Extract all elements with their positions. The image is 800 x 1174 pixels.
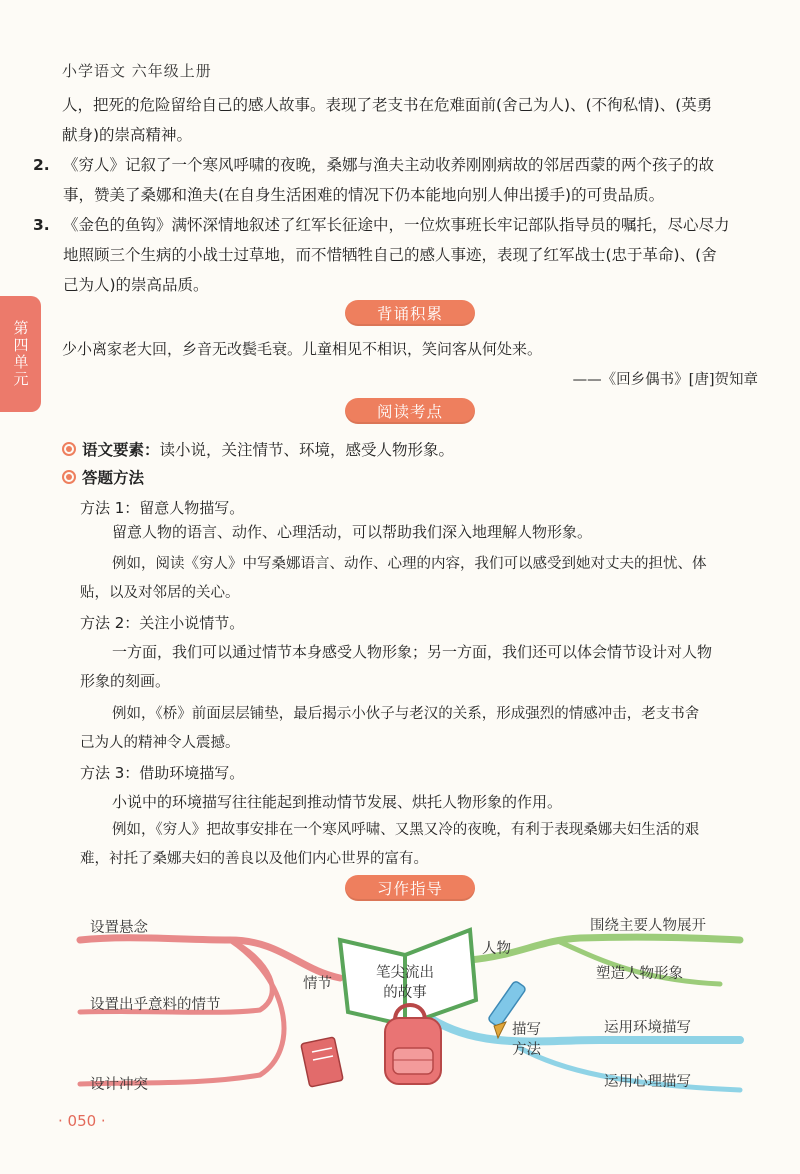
branch-plot-line [80, 938, 340, 978]
book-title: 小学语文 六年级上册 [62, 62, 212, 80]
mindmap-leaf-conflict: 设计冲突 [90, 1077, 148, 1093]
language-elements: 语文要素：读小说，关注情节、环境，感受人物形象。 [62, 436, 454, 464]
method-1-title: 方法 1：留意人物描写。 [80, 499, 245, 517]
mindmap-leaf-psychology: 运用心理描写 [604, 1074, 691, 1090]
notebook-icon [301, 1037, 343, 1087]
section-title-reading: 阅读考点 [345, 398, 475, 424]
method-1-example: 例如，阅读《穷人》中写桑娜语言、动作、心理的内容，我们可以感受到她对丈夫的担忧、体 贴，以及对邻居的关心。 [80, 556, 707, 601]
method-2-example: 例如，《桥》前面层层铺垫，最后揭示小伙子与老汉的关系，形成强烈的情感冲击，老支书舍 己为人的精神令人震撼。 [80, 706, 700, 751]
mindmap-leaf-unexpected: 设置出乎意料的情节 [90, 997, 221, 1013]
mindmap-branch-description: 描写 方法 [512, 1022, 541, 1058]
mindmap-branch-plot: 情节 [303, 976, 332, 992]
bullet-circle-icon [62, 470, 76, 484]
section-title-writing: 习作指导 [345, 875, 475, 901]
section-title-recite: 背诵积累 [345, 300, 475, 326]
mindmap-leaf-suspense: 设置悬念 [90, 920, 148, 936]
bullet-circle-icon [62, 442, 76, 456]
method-2-title: 方法 2：关注小说情节。 [80, 614, 245, 632]
branch-desc-line [430, 1018, 740, 1041]
poem-text: 少小离家老大回，乡音无改鬓毛衰。儿童相见不相识，笑问客从何处来。 [62, 340, 543, 358]
mindmap-branch-character: 人物 [482, 941, 511, 957]
unit-side-tab: 第四单元 [0, 296, 41, 412]
intro-item1-continued: 人，把死的危险留给自己的感人故事。表现了老支书在危难面前(舍己为人)、(不徇私情)、(英勇 献身)的崇高精神。 [62, 96, 713, 144]
poem-source: ——《回乡偶书》[唐]贺知章 [572, 372, 758, 388]
method-3-example: 例如，《穷人》把故事安排在一个寒风呼啸、又黑又冷的夜晚，有利于表现桑娜夫妇生活的艰 难，衬托了桑娜夫妇的善良以及他们内心世界的富有。 [80, 822, 700, 867]
intro-item-3: 3. 《金色的鱼钩》满怀深情地叙述了红军长征途中，一位炊事班长牢记部队指导员的嘱托，尽心尽力 地照顾三个生病的小战士过草地，而不惜牺牲自己的感人事迹，表现了红军战士(忠于革命)、(舍 己为人)的崇高品质。 [33, 216, 730, 294]
page-number: · 050 · [58, 1112, 106, 1130]
method-2-desc: 一方面，我们可以通过情节本身感受人物形象；另一方面，我们还可以体会情节设计对人物 形象的刻画。 [80, 643, 713, 690]
mindmap-leaf-environment: 运用环境描写 [604, 1020, 691, 1036]
mindmap-leaf-main-character: 围绕主要人物展开 [590, 918, 706, 934]
mindmap-center: 笔尖流出 的故事 [376, 965, 434, 1001]
method-3-desc: 小说中的环境描写往往能起到推动情节发展、烘托人物形象的作用。 [112, 793, 563, 811]
answer-methods-heading: 答题方法 [62, 464, 144, 492]
method-1-desc: 留意人物的语言、动作、心理活动，可以帮助我们深入地理解人物形象。 [112, 523, 593, 541]
intro-item-2: 2. 《穷人》记叙了一个寒风呼啸的夜晚，桑娜与渔夫主动收养刚刚病故的邻居西蒙的两个孩子的故 事，赞美了桑娜和渔夫(在自身生活困难的情况下仍本能地向别人伸出援手)的可贵品质。 [33, 156, 715, 204]
method-3-title: 方法 3：借助环境描写。 [80, 764, 245, 782]
mindmap-leaf-shape-character: 塑造人物形象 [596, 966, 683, 982]
